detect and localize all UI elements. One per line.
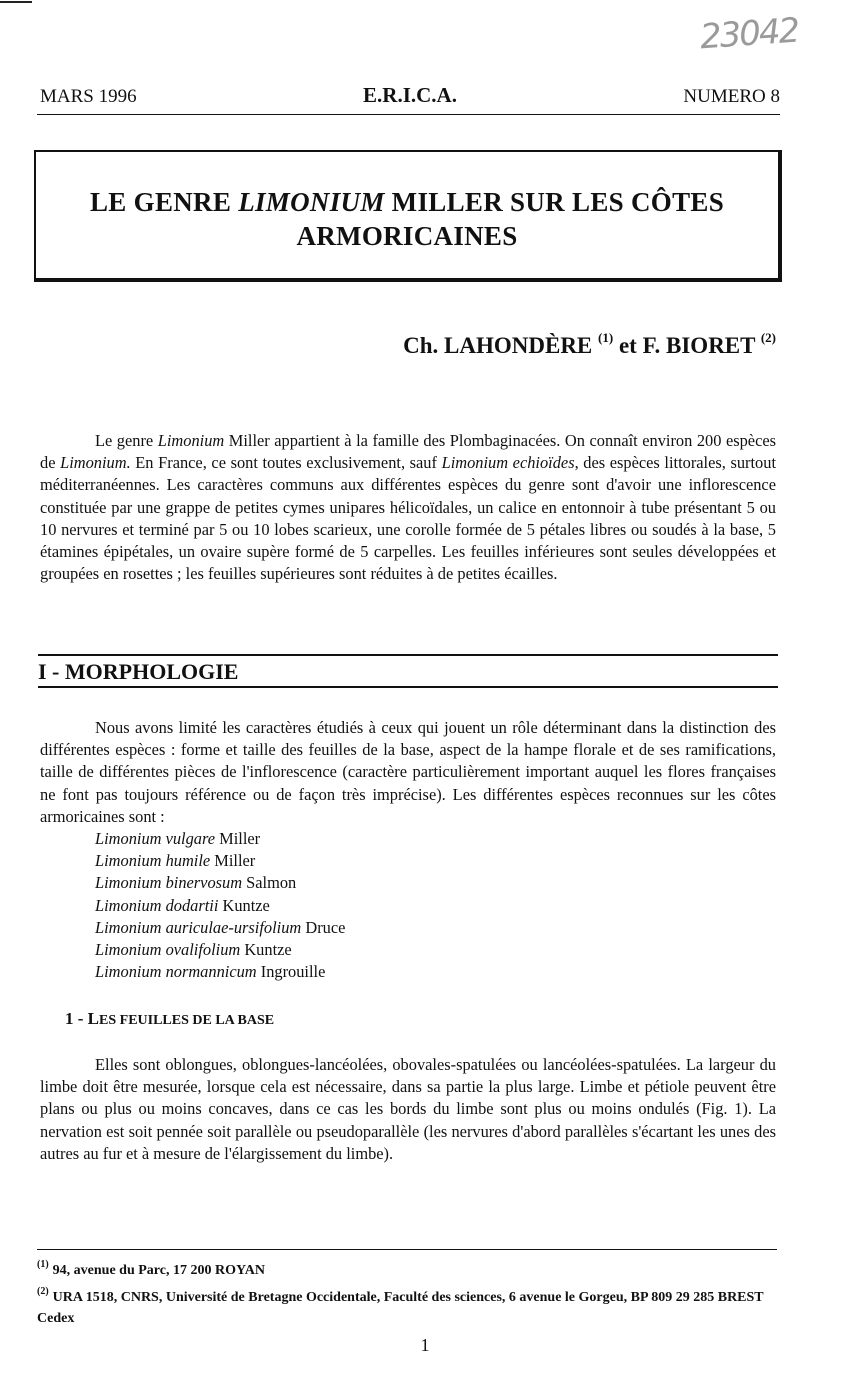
list-item: Limonium ovalifolium Kuntze bbox=[95, 940, 292, 960]
intro-paragraph: Le genre Limonium Miller appartient à la famille des Plombaginacées. On connaît environ 200 espèces de Limonium. En France, ce sont toutes exclusivement, sauf Limonium echioïdes, des espèces littorales, surtout méditerranéennes. Les caractères communs aux différentes espèces du genre sont d'avoir une inflorescence constituée par une grappe de petites cymes unipares hélicoïdales, un calice en entonnoir à tube présentant 5 ou 10 nervures et terminé par 5 ou 10 lobes scarieux, une corolle formée de 5 pétales libres ou soudés à la base, 5 étamines épipétales, un ovaire supère formé de 5 carpelles. Les feuilles inférieures sont seules développées et groupées en rosettes ; les feuilles supérieures sont réduites à de petites écailles. bbox=[40, 431, 777, 584]
list-item: Limonium dodartii Kuntze bbox=[95, 895, 270, 915]
list-item: Limonium normannicum Ingrouille bbox=[95, 962, 326, 982]
authors-line bbox=[403, 330, 776, 359]
header-issue: NUMERO 8 bbox=[683, 86, 780, 107]
morphology-paragraph: Nous avons limité les caractères étudiés à ceux qui jouent un rôle déterminant dans la distinction des différentes espèces : forme et taille des feuilles de la base, aspect de la hampe florale et de ses ramifications, taille de différentes pièces de l'inflorescence (caractère particulièrement important auquel les flores françaises ne font pas toujours référence ou de façon très imprécise). Les différentes espèces reconnues sur les côtes armoricaines sont : bbox=[40, 718, 776, 826]
title-box bbox=[34, 150, 780, 280]
list-item: Limonium binervosum Salmon bbox=[95, 873, 297, 893]
list-item: Limonium vulgare Miller bbox=[95, 829, 261, 848]
leaves-paragraph: Elles sont oblongues, oblongues-lancéolées, obovales-spatulées ou lancéolées-spatulées. La largeur du limbe doit être mesurée, lorsque cela est nécessaire, dans sa partie la plus large. Limbe et pétiole peuvent être plans ou plus ou moins concaves, dans ce cas les bords du limbe sont plus ou moins ondulés (Fig. 1). La nervation est soit pennée soit parallèle ou pseudoparallèle (les nervures d'abord parallèles s'écartant les unes des autres au fur et à mesure de l'élargissement du limbe). bbox=[40, 1055, 776, 1163]
subsection-heading: 1 - LES FEUILLES DE LA BASE bbox=[65, 1009, 275, 1028]
species-list bbox=[95, 828, 345, 983]
corner-mark bbox=[0, 1, 32, 3]
footnotes bbox=[37, 1254, 777, 1329]
header-date: MARS 1996 bbox=[40, 86, 137, 107]
header-journal: E.R.I.C.A. bbox=[363, 83, 457, 107]
section-title: I - MORPHOLOGIE bbox=[38, 659, 239, 684]
running-header bbox=[40, 83, 780, 112]
author-1: Ch. LAHONDÈRE bbox=[403, 333, 593, 358]
footnote-ref-1: (1) bbox=[598, 330, 614, 345]
footnote-rule bbox=[37, 1249, 777, 1250]
author-2: et F. BIORET bbox=[618, 333, 756, 358]
list-item: Limonium humile Miller bbox=[95, 851, 256, 871]
footnote-1: $^{(1)}$ 94, avenue du Parc, 17 200 ROYAN bbox=[37, 1259, 266, 1278]
section-heading bbox=[38, 654, 778, 688]
genus-italic: LIMONIUM bbox=[238, 187, 385, 217]
footnote-2: $^{(2)}$ URA 1518, CNRS, Université de Bretagne Occidentale, Faculté des sciences, 6 avenue le Gorgeu, BP 809 29 285 BREST Cedex bbox=[37, 1286, 764, 1326]
handwritten-annotation: 23042 bbox=[698, 10, 800, 58]
page-number: 1 bbox=[420, 1335, 430, 1355]
footnote-ref-2: (2) bbox=[760, 330, 776, 345]
article-title: LE GENRE LIMONIUM MILLER SUR LES CÔTES ARMORICAINES bbox=[89, 187, 725, 251]
header-rule bbox=[37, 114, 780, 115]
list-item: Limonium auriculae-ursifolium Druce bbox=[95, 917, 346, 937]
